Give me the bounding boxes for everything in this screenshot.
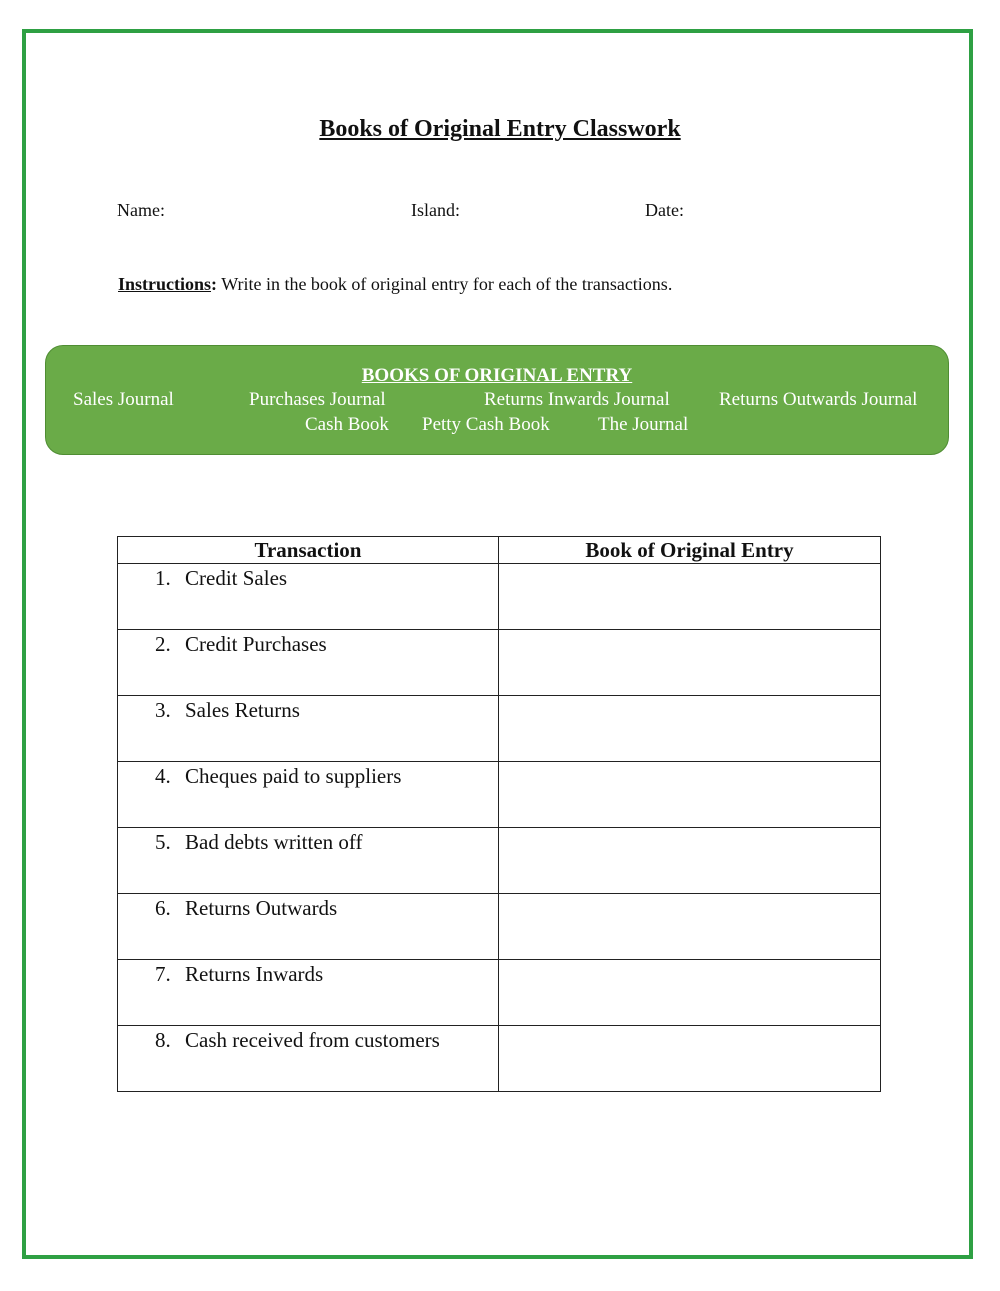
table-row [118, 564, 881, 630]
option-purchases-journal[interactable]: Purchases Journal [249, 389, 386, 410]
transaction-text: Cash received from customers [185, 1028, 440, 1052]
name-label: Name: [117, 200, 165, 220]
word-bank-title: BOOKS OF ORIGINAL ENTRY [361, 365, 633, 386]
transaction-cell [118, 564, 499, 630]
transaction-number: 7. [155, 962, 171, 986]
transaction-text: Bad debts written off [185, 830, 363, 854]
transaction-cell [118, 696, 499, 762]
option-returns-inwards-journal[interactable]: Returns Inwards Journal [484, 389, 670, 410]
instructions-text: Write in the book of original entry for each of the transactions. [217, 274, 673, 294]
instructions-colon: : [211, 274, 218, 294]
table-header-row [118, 537, 881, 564]
transaction-text: Credit Purchases [185, 632, 327, 656]
transactions-table [117, 536, 881, 1092]
answer-drop-zone[interactable] [499, 894, 881, 960]
option-cash-book[interactable]: Cash Book [305, 414, 389, 435]
transaction-number: 4. [155, 764, 171, 788]
option-sales-journal[interactable]: Sales Journal [73, 389, 174, 410]
word-bank-banner [45, 345, 949, 455]
transaction-cell [118, 894, 499, 960]
transaction-text: Returns Outwards [185, 896, 338, 920]
transaction-cell [118, 960, 499, 1026]
transaction-cell [118, 762, 499, 828]
answer-drop-zone[interactable] [499, 960, 881, 1026]
transaction-number: 2. [155, 632, 171, 656]
header-transaction: Transaction [118, 537, 499, 564]
table-row [118, 630, 881, 696]
answer-drop-zone[interactable] [499, 630, 881, 696]
page-title: Books of Original Entry Classwork [319, 116, 681, 142]
answer-drop-zone[interactable] [499, 564, 881, 630]
instructions [118, 274, 672, 295]
transaction-number: 5. [155, 830, 171, 854]
transaction-number: 1. [155, 566, 171, 590]
table-row [118, 762, 881, 828]
transaction-text: Cheques paid to suppliers [185, 764, 402, 788]
transaction-text: Returns Inwards [185, 962, 324, 986]
table-row [118, 960, 881, 1026]
answer-drop-zone[interactable] [499, 1026, 881, 1092]
date-label: Date: [645, 200, 684, 220]
instructions-label: Instructions [118, 274, 212, 294]
answer-drop-zone[interactable] [499, 828, 881, 894]
transaction-number: 3. [155, 698, 171, 722]
table-row [118, 828, 881, 894]
transaction-cell [118, 630, 499, 696]
transaction-number: 6. [155, 896, 171, 920]
transaction-cell [118, 1026, 499, 1092]
transaction-number: 8. [155, 1028, 171, 1052]
option-the-journal[interactable]: The Journal [598, 414, 689, 435]
transaction-text: Sales Returns [185, 698, 300, 722]
answer-drop-zone[interactable] [499, 696, 881, 762]
island-label: Island: [411, 200, 460, 220]
answer-drop-zone[interactable] [499, 762, 881, 828]
option-returns-outwards-journal[interactable]: Returns Outwards Journal [719, 389, 918, 410]
transaction-cell [118, 828, 499, 894]
header-book-of-original-entry: Book of Original Entry [499, 537, 881, 564]
transaction-text: Credit Sales [185, 566, 288, 590]
table-row [118, 1026, 881, 1092]
table-row [118, 696, 881, 762]
table-row [118, 894, 881, 960]
option-petty-cash-book[interactable]: Petty Cash Book [422, 414, 550, 435]
